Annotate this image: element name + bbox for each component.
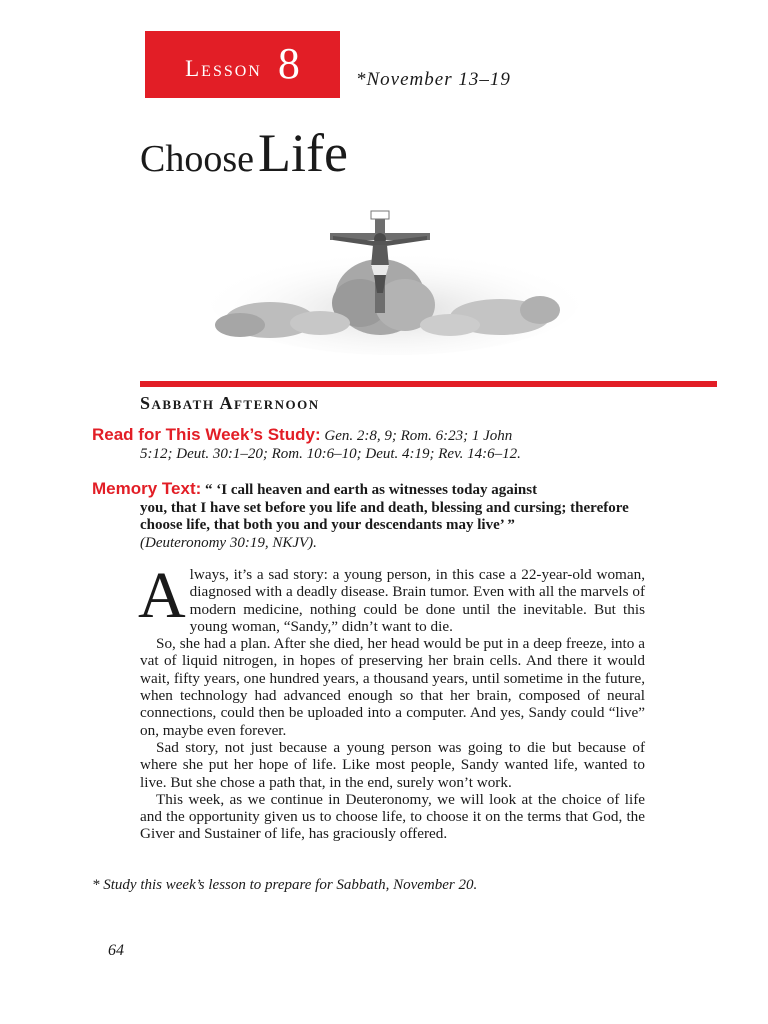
lesson-label: Lesson [185,55,262,81]
paragraph-3: Sad story, not just because a young person was going to die but because of where she put her hope of life. Like most people, Sandy wanted life, wanted to live. But she chose a path that, in the end, surely won’t work. [140,738,645,791]
memory-label: Memory Text: [92,479,202,498]
title-part-choose: Choose [140,138,254,180]
memory-reference: (Deuteronomy 30:19, NKJV). [140,534,317,551]
section-divider [140,381,717,387]
memory-text-line1: “ ‘I call heaven and earth as witnesses today against [205,482,538,498]
date-range: *November 13–19 [356,69,511,90]
read-for-study [92,426,652,463]
lesson-badge [145,31,340,98]
memory-text-block [92,480,652,552]
read-label: Read for This Week’s Study: [92,425,321,444]
lesson-number: 8 [277,38,300,88]
lesson-body [138,559,645,843]
section-heading: Sabbath Afternoon [140,393,320,413]
drop-cap: A [138,559,186,632]
read-references-line1: Gen. 2:8, 9; Rom. 6:23; 1 John [324,428,513,444]
paragraph-1-text: lways, it’s a sad story: a young person, in this case a 22-year-old woman, diagnosed with a deadly disease. Brain tumor. Even with all the marvels of modern medicine, nothing could be done until the inevitable. But this young woman, “Sandy,” didn’t want to die. [189,566,645,635]
paragraph-1 [138,559,645,635]
footnote: * Study this week’s lesson to prepare for Sabbath, November 20. [92,877,478,893]
read-references-line2: 5:12; Deut. 30:1–20; Rom. 10:6–10; Deut. 4:19; Rev. 14:6–12. [140,446,521,462]
paragraph-4: This week, as we continue in Deuteronomy, we will look at the choice of life and the opportunity given us to choose life, to choose it on the terms that God, the Giver and Sustainer of life, has graciously offered. [140,790,645,843]
crucifixion-illustration [210,205,580,360]
page-title [140,123,348,183]
paragraph-2: So, she had a plan. After she died, her head would be put in a deep freeze, into a vat of liquid nitrogen, in hopes of preserving her brain cells. And there it would wait, fifty years, one hundred years, a thousand years, until sometime in the future, when technology had advanced enough so that her brain, composed of neural connections, could then be uploaded into a computer. And yes, Sandy could “live” on, maybe even forever. [140,635,645,739]
title-part-life: Life [258,123,348,183]
page-number: 64 [108,942,124,959]
memory-text-rest: you, that I have set before you life and death, blessing and cursing; therefore choose life, that both you and your descendants may live’ ” [140,499,629,533]
